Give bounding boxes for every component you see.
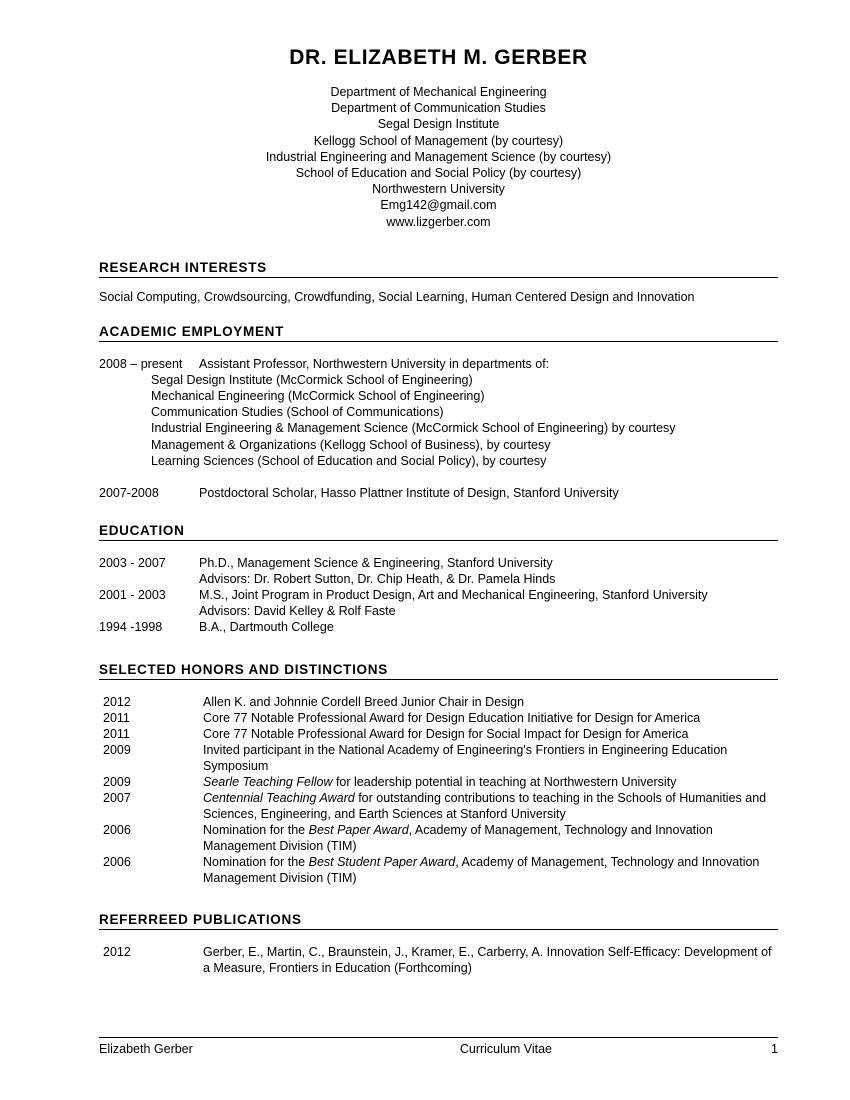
honor-text: Core 77 Notable Professional Award for Design Education Initiative for Design for America bbox=[203, 711, 701, 726]
affiliation-block bbox=[99, 84, 778, 230]
honor-year: 2006 bbox=[103, 823, 131, 838]
publication-year: 2012 bbox=[103, 945, 131, 960]
employment-entry bbox=[99, 356, 778, 372]
publications-list bbox=[99, 944, 778, 976]
education-degree: Ph.D., Management Science & Engineering, Stanford University bbox=[199, 556, 553, 571]
honor-year: 2012 bbox=[103, 695, 131, 710]
education-date: 2001 - 2003 bbox=[99, 588, 166, 603]
employment-date: 2007-2008 bbox=[99, 486, 159, 501]
education-date: 2003 - 2007 bbox=[99, 556, 166, 571]
education-advisors: Advisors: Dr. Robert Sutton, Dr. Chip Heath, & Dr. Pamela Hinds bbox=[199, 572, 556, 587]
education-degree: M.S., Joint Program in Product Design, Art and Mechanical Engineering, Stanford University bbox=[199, 588, 708, 603]
list-item: Industrial Engineering & Management Science (McCormick School of Engineering) by courtesy bbox=[151, 421, 676, 436]
honor-text: Allen K. and Johnnie Cordell Breed Junior Chair in Design bbox=[203, 695, 525, 710]
page-title: DR. ELIZABETH M. GERBER bbox=[289, 46, 588, 69]
employment-departments bbox=[151, 372, 778, 469]
honor-text: Nomination for the Best Paper Award, Academy of Management, Technology and Innovation Management Division (TIM) bbox=[203, 823, 713, 854]
footer-page-number: 1 bbox=[771, 1042, 778, 1056]
honor-year: 2011 bbox=[103, 711, 130, 726]
spacer-cell bbox=[99, 571, 199, 587]
affiliation-line: Department of Mechanical Engineering bbox=[330, 85, 547, 99]
table-row bbox=[99, 587, 778, 603]
table-row bbox=[99, 742, 778, 774]
table-row bbox=[99, 356, 778, 372]
table-row bbox=[99, 822, 778, 854]
education-list bbox=[99, 555, 778, 635]
page-footer bbox=[99, 1037, 778, 1056]
honor-year: 2006 bbox=[103, 855, 131, 870]
section-heading-research-interests: RESEARCH INTERESTS bbox=[99, 260, 778, 278]
table-row bbox=[99, 790, 778, 822]
spacer-cell bbox=[99, 603, 199, 619]
honor-year: 2009 bbox=[103, 743, 131, 758]
employment-title: Postdoctoral Scholar, Hasso Plattner Institute of Design, Stanford University bbox=[199, 486, 619, 501]
footer-left: Elizabeth Gerber bbox=[99, 1042, 193, 1056]
table-row bbox=[99, 710, 778, 726]
table-row bbox=[99, 854, 778, 886]
list-item: Learning Sciences (School of Education and Social Policy), by courtesy bbox=[151, 453, 547, 468]
affiliation-line: School of Education and Social Policy (by courtesy) bbox=[295, 166, 582, 181]
education-advisors: Advisors: David Kelley & Rolf Faste bbox=[199, 604, 396, 619]
education-degree: B.A., Dartmouth College bbox=[199, 620, 334, 635]
employment-title: Assistant Professor, Northwestern University in departments of: bbox=[199, 356, 550, 371]
honor-year: 2009 bbox=[103, 775, 131, 790]
table-row bbox=[99, 694, 778, 710]
list-item: Mechanical Engineering (McCormick School of Engineering) bbox=[151, 389, 485, 404]
honors-list bbox=[99, 694, 778, 886]
section-heading-education: EDUCATION bbox=[99, 523, 778, 541]
research-interests-text: Social Computing, Crowdsourcing, Crowdfunding, Social Learning, Human Centered Design and Innovation bbox=[99, 289, 695, 304]
affiliation-line: Department of Communication Studies bbox=[331, 101, 546, 116]
table-row bbox=[99, 726, 778, 742]
footer-center: Curriculum Vitae bbox=[459, 1042, 553, 1056]
list-item: Segal Design Institute (McCormick School of Engineering) bbox=[151, 372, 473, 387]
website-text: www.lizgerber.com bbox=[386, 214, 491, 229]
honor-text: Centennial Teaching Award for outstanding contributions to teaching in the Schools of Humanities and Sciences, Engineering, and Earth Sciences at Stanford University bbox=[203, 791, 767, 822]
employment-entry bbox=[99, 485, 778, 501]
honor-text: Nomination for the Best Student Paper Award, Academy of Management, Technology and Innovation Management Division (TIM) bbox=[203, 855, 760, 886]
honor-text: Searle Teaching Fellow for leadership potential in teaching at Northwestern University bbox=[203, 775, 677, 790]
table-row bbox=[99, 571, 778, 587]
table-row bbox=[99, 603, 778, 619]
affiliation-line: Northwestern University bbox=[372, 182, 505, 197]
table-row bbox=[99, 774, 778, 790]
list-item: Communication Studies (School of Communications) bbox=[151, 405, 444, 420]
honor-year: 2011 bbox=[103, 727, 130, 742]
honor-text: Core 77 Notable Professional Award for Design for Social Impact for Design for America bbox=[203, 727, 689, 742]
employment-date: 2008 – present bbox=[99, 356, 183, 371]
email-text: Emg142@gmail.com bbox=[380, 198, 497, 213]
publication-text: Gerber, E., Martin, C., Braunstein, J., Kramer, E., Carberry, A. Innovation Self-Efficacy: Development of a Measure, Frontiers in Education (Forthcoming) bbox=[203, 945, 772, 976]
table-row bbox=[99, 555, 778, 571]
affiliation-line: Industrial Engineering and Management Science (by courtesy) bbox=[265, 149, 612, 164]
affiliation-line: Kellogg School of Management (by courtesy) bbox=[313, 133, 564, 148]
section-heading-publications: REFERREED PUBLICATIONS bbox=[99, 912, 778, 930]
section-heading-academic-employment: ACADEMIC EMPLOYMENT bbox=[99, 324, 778, 342]
table-row bbox=[99, 944, 778, 976]
honor-year: 2007 bbox=[103, 791, 131, 806]
table-row bbox=[99, 619, 778, 635]
list-item: Management & Organizations (Kellogg School of Business), by courtesy bbox=[151, 437, 551, 452]
section-heading-honors: SELECTED HONORS AND DISTINCTIONS bbox=[99, 662, 778, 680]
education-date: 1994 -1998 bbox=[99, 620, 163, 635]
affiliation-line: Segal Design Institute bbox=[377, 117, 500, 132]
honor-text: Invited participant in the National Academy of Engineering's Frontiers in Engineering Education Symposium bbox=[203, 743, 728, 774]
table-row bbox=[99, 485, 778, 501]
